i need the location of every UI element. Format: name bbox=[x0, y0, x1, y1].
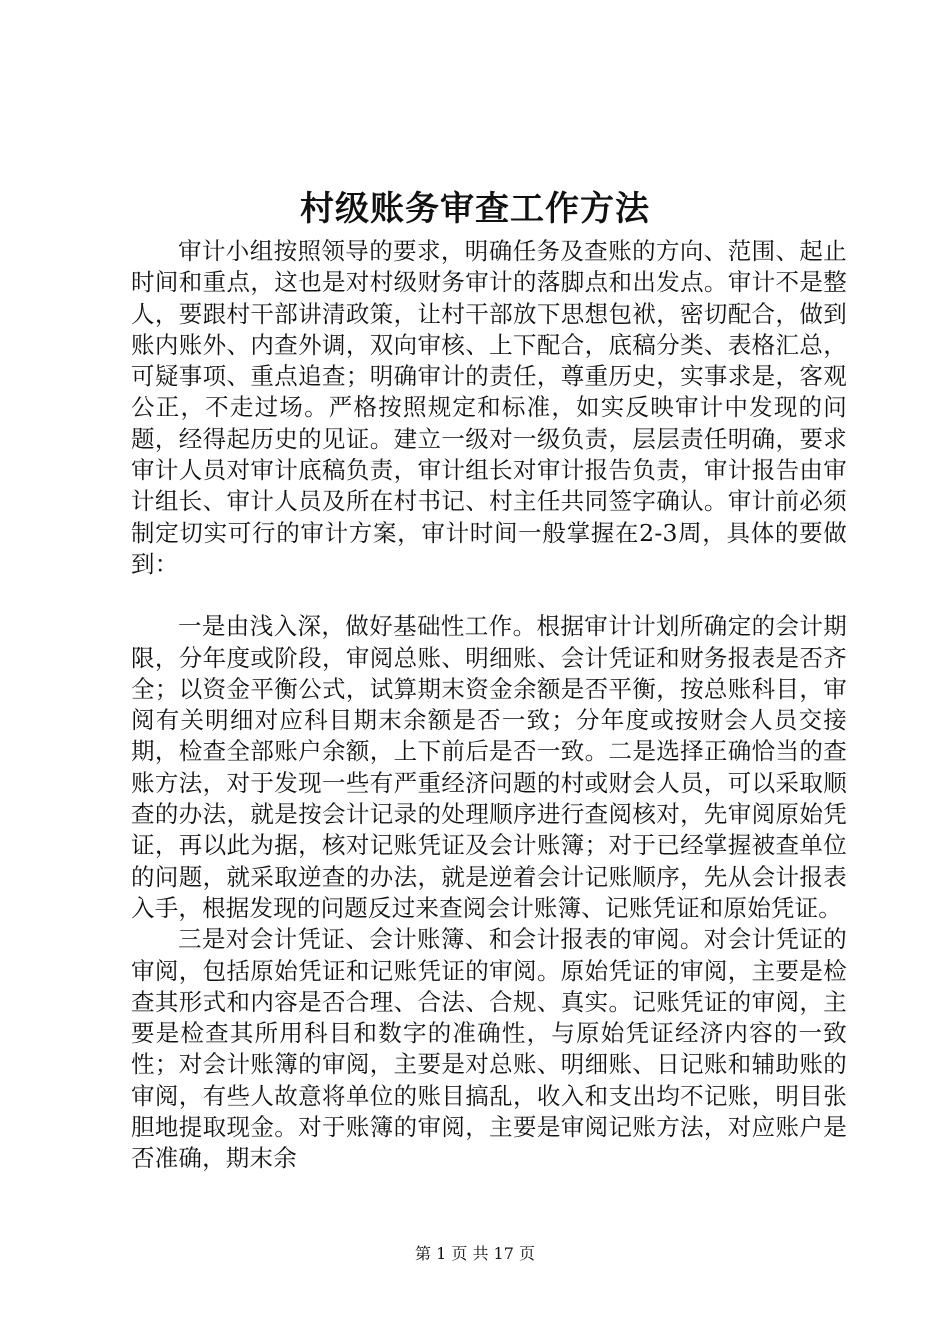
page-number-footer: 第 1 页 共 17 页 bbox=[415, 1244, 535, 1263]
paragraph-step-three: 三是对会计凭证、会计账簿、和会计报表的审阅。对会计凭证的审阅，包括原始凭证和记账凭证的审阅。原始凭证的审阅，主要是检查其形式和内容是否合理、合法、合规、真实。记账凭证的审阅，主要是检查其所用科目和数字的准确性，与原始凭证经济内容的一致性；对会计账簿的审阅，主要是对总账、明细账、日记账和辅助账的审阅，有些人故意将单位的账目搞乱，收入和支出均不记账，明目张胆地提取现金。对于账簿的审阅，主要是审阅记账方法，对应账户是否准确，期末余 bbox=[131, 925, 847, 1173]
paragraph-intro: 审计小组按照领导的要求，明确任务及查账的方向、范围、起止时间和重点，这也是对村级财务审计的落脚点和出发点。审计不是整人，要跟村干部讲清政策，让村干部放下思想包袱，密切配合，做到账内账外、内查外调，双向审核、上下配合，底稿分类、表格汇总，可疑事项、重点追查；明确审计的责任，尊重历史，实事求是，客观公正，不走过场。严格按照规定和标准，如实反映审计中发现的问题，经得起历史的见证。建立一级对一级负责，层层责任明确，要求审计人员对审计底稿负责，审计组长对审计报告负责，审计报告由审计组长、审计人员及所在村书记、村主任共同签字确认。审计前必须制定切实可行的审计方案，审计时间一般掌握在2-3周，具体的要做到： bbox=[131, 237, 847, 578]
document-title: 村级账务审查工作方法 bbox=[300, 189, 650, 229]
document-body bbox=[131, 236, 847, 1175]
paragraph-steps-one-two: 一是由浅入深，做好基础性工作。根据审计计划所确定的会计期限，分年度或阶段，审阅总账、明细账、会计凭证和财务报表是否齐全；以资金平衡公式，试算期末资金余额是否平衡，按总账科目，审阅有关明细对应科目期末余额是否一致；分年度或按财会人员交接期，检查全部账户余额，上下前后是否一致。二是选择正确恰当的查账方法，对于发现一些有严重经济问题的村或财会人员，可以采取顺查的办法，就是按会计记录的处理顺序进行查阅核对，先审阅原始凭证，再以此为据，核对记账凭证及会计账簿；对于已经掌握被查单位的问题，就采取逆查的办法，就是逆着会计记账顺序，先从会计报表入手，根据发现的问题反过来查阅会计账簿、记账凭证和原始凭证。 bbox=[131, 612, 847, 922]
